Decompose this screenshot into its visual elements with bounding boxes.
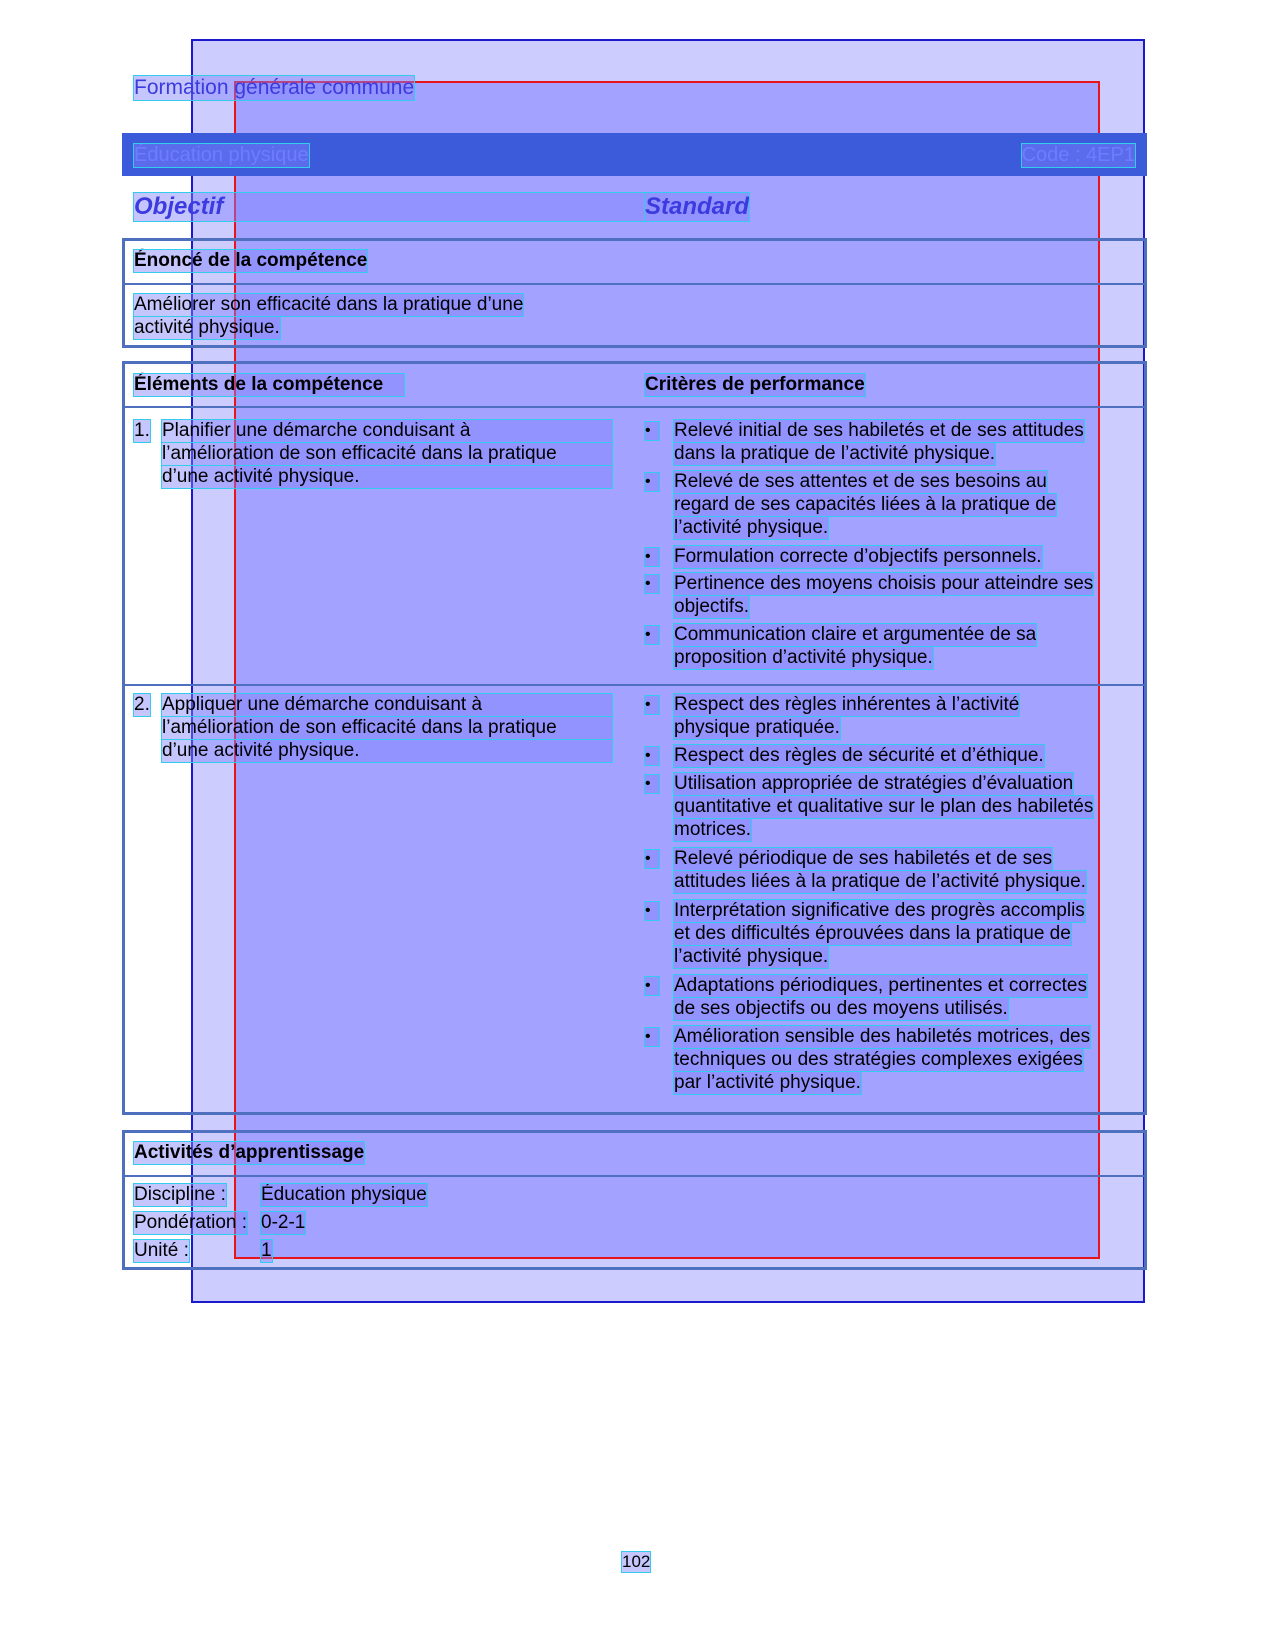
criterion-text-line: Adaptations périodiques, pertinentes et correctes: [674, 975, 1087, 996]
criterion-text-line: Utilisation appropriée de stratégies d’évaluation: [674, 773, 1074, 794]
criteres-heading: Critères de performance: [645, 374, 865, 395]
criterion-text-line: Interprétation significative des progrès accomplis: [674, 900, 1085, 921]
criterion-text-line: Formulation correcte d’objectifs personnels.: [674, 546, 1042, 567]
criterion-bullet: •: [645, 850, 659, 868]
criterion-text-line: objectifs.: [674, 596, 749, 617]
course-name: Éducation physique: [134, 144, 309, 166]
enonce-heading: Énoncé de la compétence: [134, 250, 368, 271]
criterion-text-line: Communication claire et argumentée de sa: [674, 624, 1037, 645]
elements-header-divider: [125, 406, 1144, 408]
criterion-text-line: Amélioration sensible des habiletés motrices, des: [674, 1026, 1091, 1047]
standard-label: Standard: [645, 193, 750, 220]
objectif-label: Objectif: [134, 193, 644, 221]
criterion-text-line: quantitative et qualitative sur le plan des habiletés: [674, 796, 1094, 817]
criterion-bullet: •: [645, 977, 659, 995]
criterion-text-line: Relevé de ses attentes et de ses besoins au: [674, 471, 1047, 492]
elements-heading: Éléments de la compétence: [134, 374, 404, 396]
course-code: Code : 4EP1: [1021, 144, 1135, 166]
criterion-bullet: •: [645, 422, 659, 440]
criterion-bullet: •: [645, 626, 659, 644]
criterion-text-line: Respect des règles de sécurité et d’éthique.: [674, 745, 1044, 766]
criterion-bullet: •: [645, 548, 659, 566]
criterion-text-line: attitudes liées à la pratique de l’activité physique.: [674, 871, 1086, 892]
elements-row-divider: [125, 684, 1144, 686]
element-text-line: Planifier une démarche conduisant à: [162, 420, 612, 442]
criterion-text-line: et des difficultés éprouvées dans la pratique de: [674, 923, 1071, 944]
criterion-bullet: •: [645, 696, 659, 714]
activites-value: 1: [261, 1240, 272, 1261]
criterion-bullet: •: [645, 1028, 659, 1046]
elements-section: [122, 361, 1147, 1115]
criterion-bullet: •: [645, 902, 659, 920]
criterion-text-line: Relevé initial de ses habiletés et de ses attitudes: [674, 420, 1084, 441]
element-text-line: d’une activité physique.: [162, 740, 612, 762]
criterion-text-line: Pertinence des moyens choisis pour atteindre ses: [674, 573, 1094, 594]
activites-value: Éducation physique: [261, 1184, 427, 1205]
activites-heading: Activités d’apprentissage: [134, 1142, 365, 1163]
activites-value: 0-2-1: [261, 1212, 306, 1233]
criterion-text-line: Relevé périodique de ses habiletés et de ses: [674, 848, 1053, 869]
criterion-text-line: de ses objectifs ou des moyens utilisés.: [674, 998, 1008, 1019]
criterion-text-line: techniques ou des stratégies complexes exigées: [674, 1049, 1083, 1070]
criterion-text-line: dans la pratique de l’activité physique.: [674, 443, 996, 464]
activites-label: Pondération :: [134, 1212, 248, 1233]
element-number: 2.: [134, 694, 150, 715]
activites-divider: [125, 1175, 1144, 1177]
series-title: Formation générale commune: [134, 76, 415, 99]
enonce-divider: [125, 283, 1144, 285]
element-text-line: Appliquer une démarche conduisant à: [162, 694, 612, 716]
criterion-text-line: proposition d’activité physique.: [674, 647, 933, 668]
criterion-bullet: •: [645, 747, 659, 765]
page-number: 102: [622, 1552, 651, 1571]
criterion-bullet: •: [645, 775, 659, 793]
criterion-text-line: par l’activité physique.: [674, 1072, 861, 1093]
criterion-text-line: regard de ses capacités liées à la pratique de: [674, 494, 1057, 515]
criterion-bullet: •: [645, 473, 659, 491]
enonce-text-line: Améliorer son efficacité dans la pratique d’une: [134, 294, 524, 315]
criterion-bullet: •: [645, 575, 659, 593]
activites-label: Unité :: [134, 1240, 189, 1261]
criterion-text-line: l’activité physique.: [674, 517, 829, 538]
criterion-text-line: Respect des règles inhérentes à l’activité: [674, 694, 1020, 715]
criterion-text-line: l’activité physique.: [674, 946, 829, 967]
activites-section: [122, 1130, 1147, 1270]
element-text-line: l’amélioration de son efficacité dans la pratique: [162, 443, 612, 465]
enonce-section: [122, 238, 1147, 348]
criterion-text-line: motrices.: [674, 819, 752, 840]
element-text-line: d’une activité physique.: [162, 466, 612, 488]
element-text-line: l’amélioration de son efficacité dans la pratique: [162, 717, 612, 739]
element-number: 1.: [134, 420, 150, 441]
criterion-text-line: physique pratiquée.: [674, 717, 840, 738]
enonce-text-line: activité physique.: [134, 317, 280, 338]
activites-label: Discipline :: [134, 1184, 226, 1205]
